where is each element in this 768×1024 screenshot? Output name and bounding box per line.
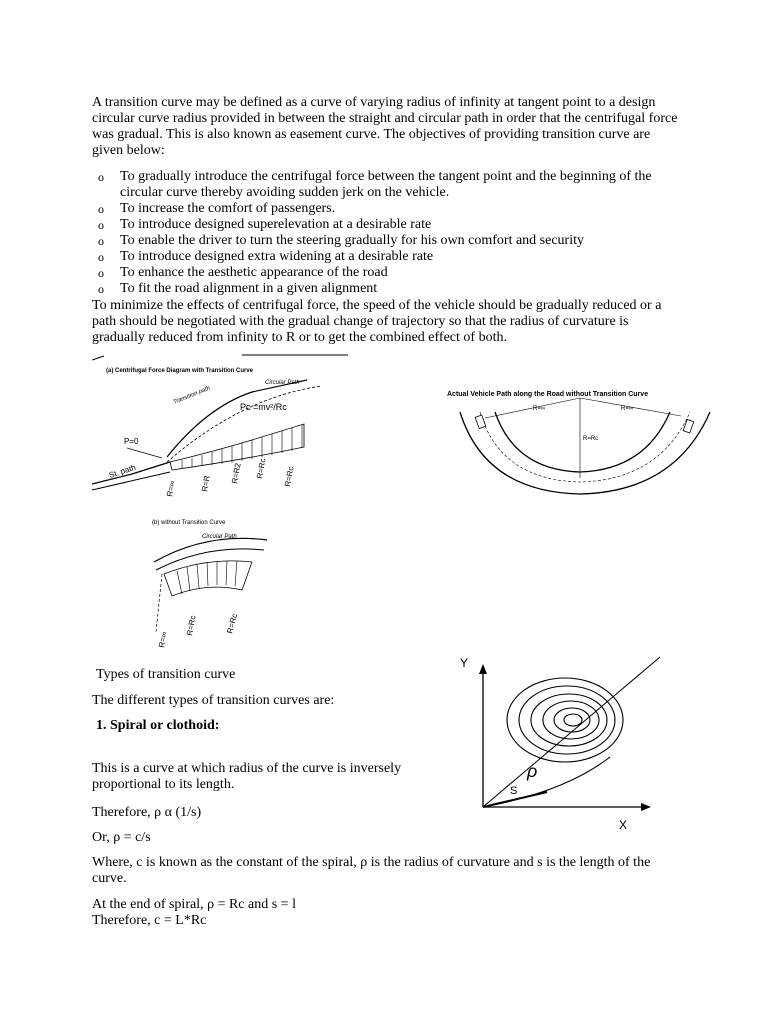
fig-b-rc2: R=Rc [225,612,240,635]
types-heading: Types of transition curve [96,667,236,682]
fig-a-p0: P=0 [124,437,139,446]
fig-a-r-inf: R=∞ [165,479,177,498]
fig-a-force: Pc =mv²/Rc [240,402,287,412]
fig-a-transition: Transition path [172,385,212,406]
fig-a-rc: R=Rc [255,457,268,480]
objectives-list [92,169,684,297]
centrifugal-force-figure [92,352,348,652]
fig-c-r-inf-left: R=∞ [533,406,546,412]
fig-c-r-inf-right: R=∞ [621,406,634,412]
intro-paragraph: A transition curve may be defined as a curve of varying radius of infinity at tangent point to a design circular curve radius provided in between the straight and circular path in order that the centrifugal force was gradual. This is also known as easement curve. The objectives of providing transition curve are given below: [92,95,678,158]
end-of-spiral [92,897,684,929]
list-item: o To gradually introduce the centrifugal force between the tangent point and the beginning of the circular curve thereby avoiding sudden jerk on the vehicle. [98,169,652,200]
fig-d-x: X [619,818,628,832]
vehicle-path-figure [445,382,725,522]
therefore-c-line: Therefore, c = L*Rc [92,913,207,928]
fig-a-circular: Circular Path [265,380,300,386]
fig-d-s: S [510,785,518,797]
list-item: o To increase the comfort of passengers. [98,201,336,216]
minimize-paragraph: To minimize the effects of centrifugal force, the speed of the vehicle should be gradually reduced or a path should be negotiated with the gradual change of trajectory so that the radius of curvature is gradually reduced from infinity to R or to get the combined effect of both. [92,298,662,345]
where-paragraph: Where, c is known as the constant of the spiral, ρ is the radius of curvature and s is the length of the curve. [92,855,651,886]
list-item: o To introduce designed extra widening at a desirable rate [98,249,434,264]
fig-a-rc2: R=Rc [283,465,296,488]
fig-b-rc: R=Rc [185,614,198,637]
fig-d-rho: ρ [527,761,538,781]
fig-b-title: (b) without Transition Curve [152,520,226,526]
spiral-definition: This is a curve at which radius of the curve is inversely proportional to its length. [92,761,402,792]
fig-c-title: Actual Vehicle Path along the Road without Transition Curve [447,391,649,398]
fig-a-st: St. path [107,462,137,480]
fig-b-r-inf: R=∞ [157,630,169,649]
list-item: o To enable the driver to turn the steering gradually for his own comfort and security [98,233,584,248]
list-item: o To enhance the aesthetic appearance of the road [98,265,388,280]
or-formula: Or, ρ = c/s [92,830,151,845]
list-item: o To introduce designed superelevation at a desirable rate [98,217,432,232]
fig-a-r2: R=R2 [230,462,243,485]
fig-d-y: Y [460,656,469,670]
spiral-heading: 1. Spiral or clothoid: [96,718,220,733]
types-intro: The different types of transition curves are: [92,693,335,708]
therefore-formula: Therefore, ρ α (1/s) [92,805,202,820]
end-spiral-line: At the end of spiral, ρ = Rc and s = l [92,897,296,912]
fig-a-r: R=R [200,474,212,493]
fig-b-circular: Circular Path [202,534,237,540]
fig-a-title: (a) Centrifugal Force Diagram with Transition Curve [106,368,254,374]
fig-c-rc: R=Rc [583,436,599,442]
list-item: o To fit the road alignment in a given alignment [98,281,378,296]
